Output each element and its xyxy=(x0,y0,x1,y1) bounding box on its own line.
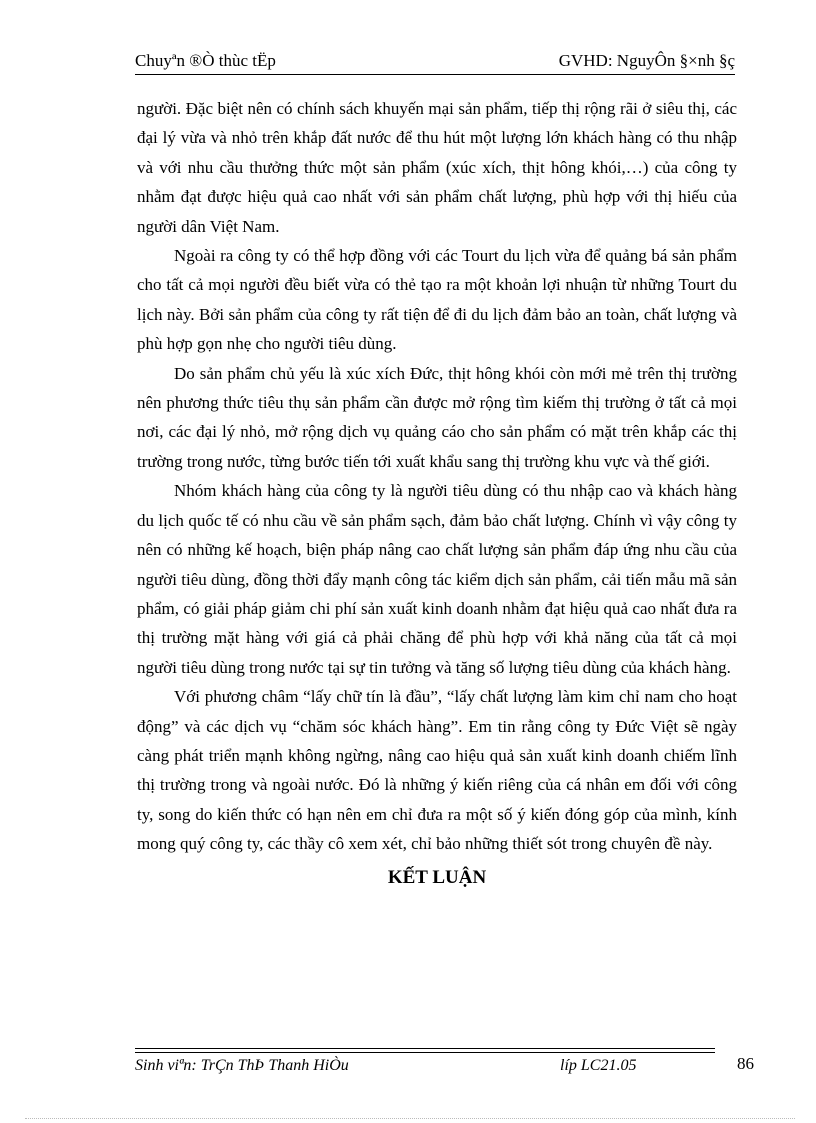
header-divider xyxy=(135,74,735,75)
page-number: 86 xyxy=(737,1054,754,1073)
footer-student: Sinh viªn: TrÇn ThÞ Thanh HiÒu xyxy=(135,1057,349,1074)
footer-class: líp LC21.05 xyxy=(560,1057,637,1074)
page-bottom-border xyxy=(25,1118,795,1119)
paragraph-4: Nhóm khách hàng của công ty là người tiêu dùng có thu nhập cao và khách hàng du lịch quốc tế có nhu cầu về sản phẩm sạch, đảm bảo chất lượng. Chính vì vậy công ty nên có những kế hoạch, biện pháp nâng cao chất lượng sản phẩm đáp ứng nhu cầu của người tiêu dùng, đồng thời đẩy mạnh công tác kiểm dịch sản phẩm, cải tiến mẫu mã sản phẩm, có giải pháp giảm chi phí sản xuất kinh doanh nhằm đạt hiệu quả cao nhất đưa ra thị trường mặt hàng với giá cả phải chăng để phù hợp với khả năng của tất cả mọi người tiêu dùng trong nước tại sự tin tưởng và tăng số lượng tiêu dùng của khách hàng. xyxy=(137,481,737,677)
section-heading: KẾT LUẬN xyxy=(387,866,487,888)
footer-divider-bottom xyxy=(135,1052,715,1053)
page-header xyxy=(135,50,735,72)
footer-divider-top xyxy=(135,1048,715,1049)
page-footer xyxy=(135,1056,735,1078)
paragraph-2: Ngoài ra công ty có thể hợp đồng với các Tourt du lịch vừa để quảng bá sản phẩm cho tất cả mọi người đều biết vừa có thẻ tạo ra một khoản lợi nhuận từ những Tourt du lịch này. Bởi sản phẩm của công ty rất tiện để đi du lịch đảm bảo an toàn, chất lượng và phù hợp gọn nhẹ cho người tiêu dùng. xyxy=(137,246,737,354)
body-text xyxy=(137,94,737,893)
header-document-type: Chuyªn ®Ò thùc tËp xyxy=(135,51,276,70)
paragraph-1: người. Đặc biệt nên có chính sách khuyến mại sản phẩm, tiếp thị rộng rãi ở siêu thị, các đại lý vừa và nhỏ trên khắp đất nước để thu hút một lượng lớn khách hàng có thu nhập và với nhu cầu thưởng thức một sản phẩm (xúc xích, thịt hông khói,…) của công ty nhằm đạt được hiệu quả cao nhất với sản phẩm chất lượng, phù hợp với thị hiếu của người dân Việt Nam. xyxy=(137,99,737,236)
paragraph-3: Do sản phẩm chủ yếu là xúc xích Đức, thịt hông khói còn mới mẻ trên thị trường nên phương thức tiêu thụ sản phẩm cần được mở rộng tìm kiếm thị trường ở tất cả mọi nơi, các đại lý nhỏ, mở rộng dịch vụ quảng cáo cho sản phẩm có mặt trên khắp các thị trường trong nước, từng bước tiến tới xuất khẩu sang thị trường khu vực và thế giới. xyxy=(137,363,737,471)
header-advisor: GVHD: NguyÔn §×nh §ç xyxy=(558,51,735,70)
paragraph-5: Với phương châm “lấy chữ tín là đầu”, “lấy chất lượng làm kim chỉ nam cho hoạt động” và các dịch vụ “chăm sóc khách hàng”. Em tin rằng công ty Đức Việt sẽ ngày càng phát triển mạnh không ngừng, nâng cao hiệu quả sản xuất kinh doanh chiếm lĩnh thị trường trong và ngoài nước. Đó là những ý kiến riêng của cá nhân em đối với công ty, song do kiến thức có hạn nên em chỉ đưa ra một số ý kiến đóng góp của mình, kính mong quý công ty, các thầy cô xem xét, chỉ bảo những thiết sót trong chuyên đề này. xyxy=(137,687,737,854)
